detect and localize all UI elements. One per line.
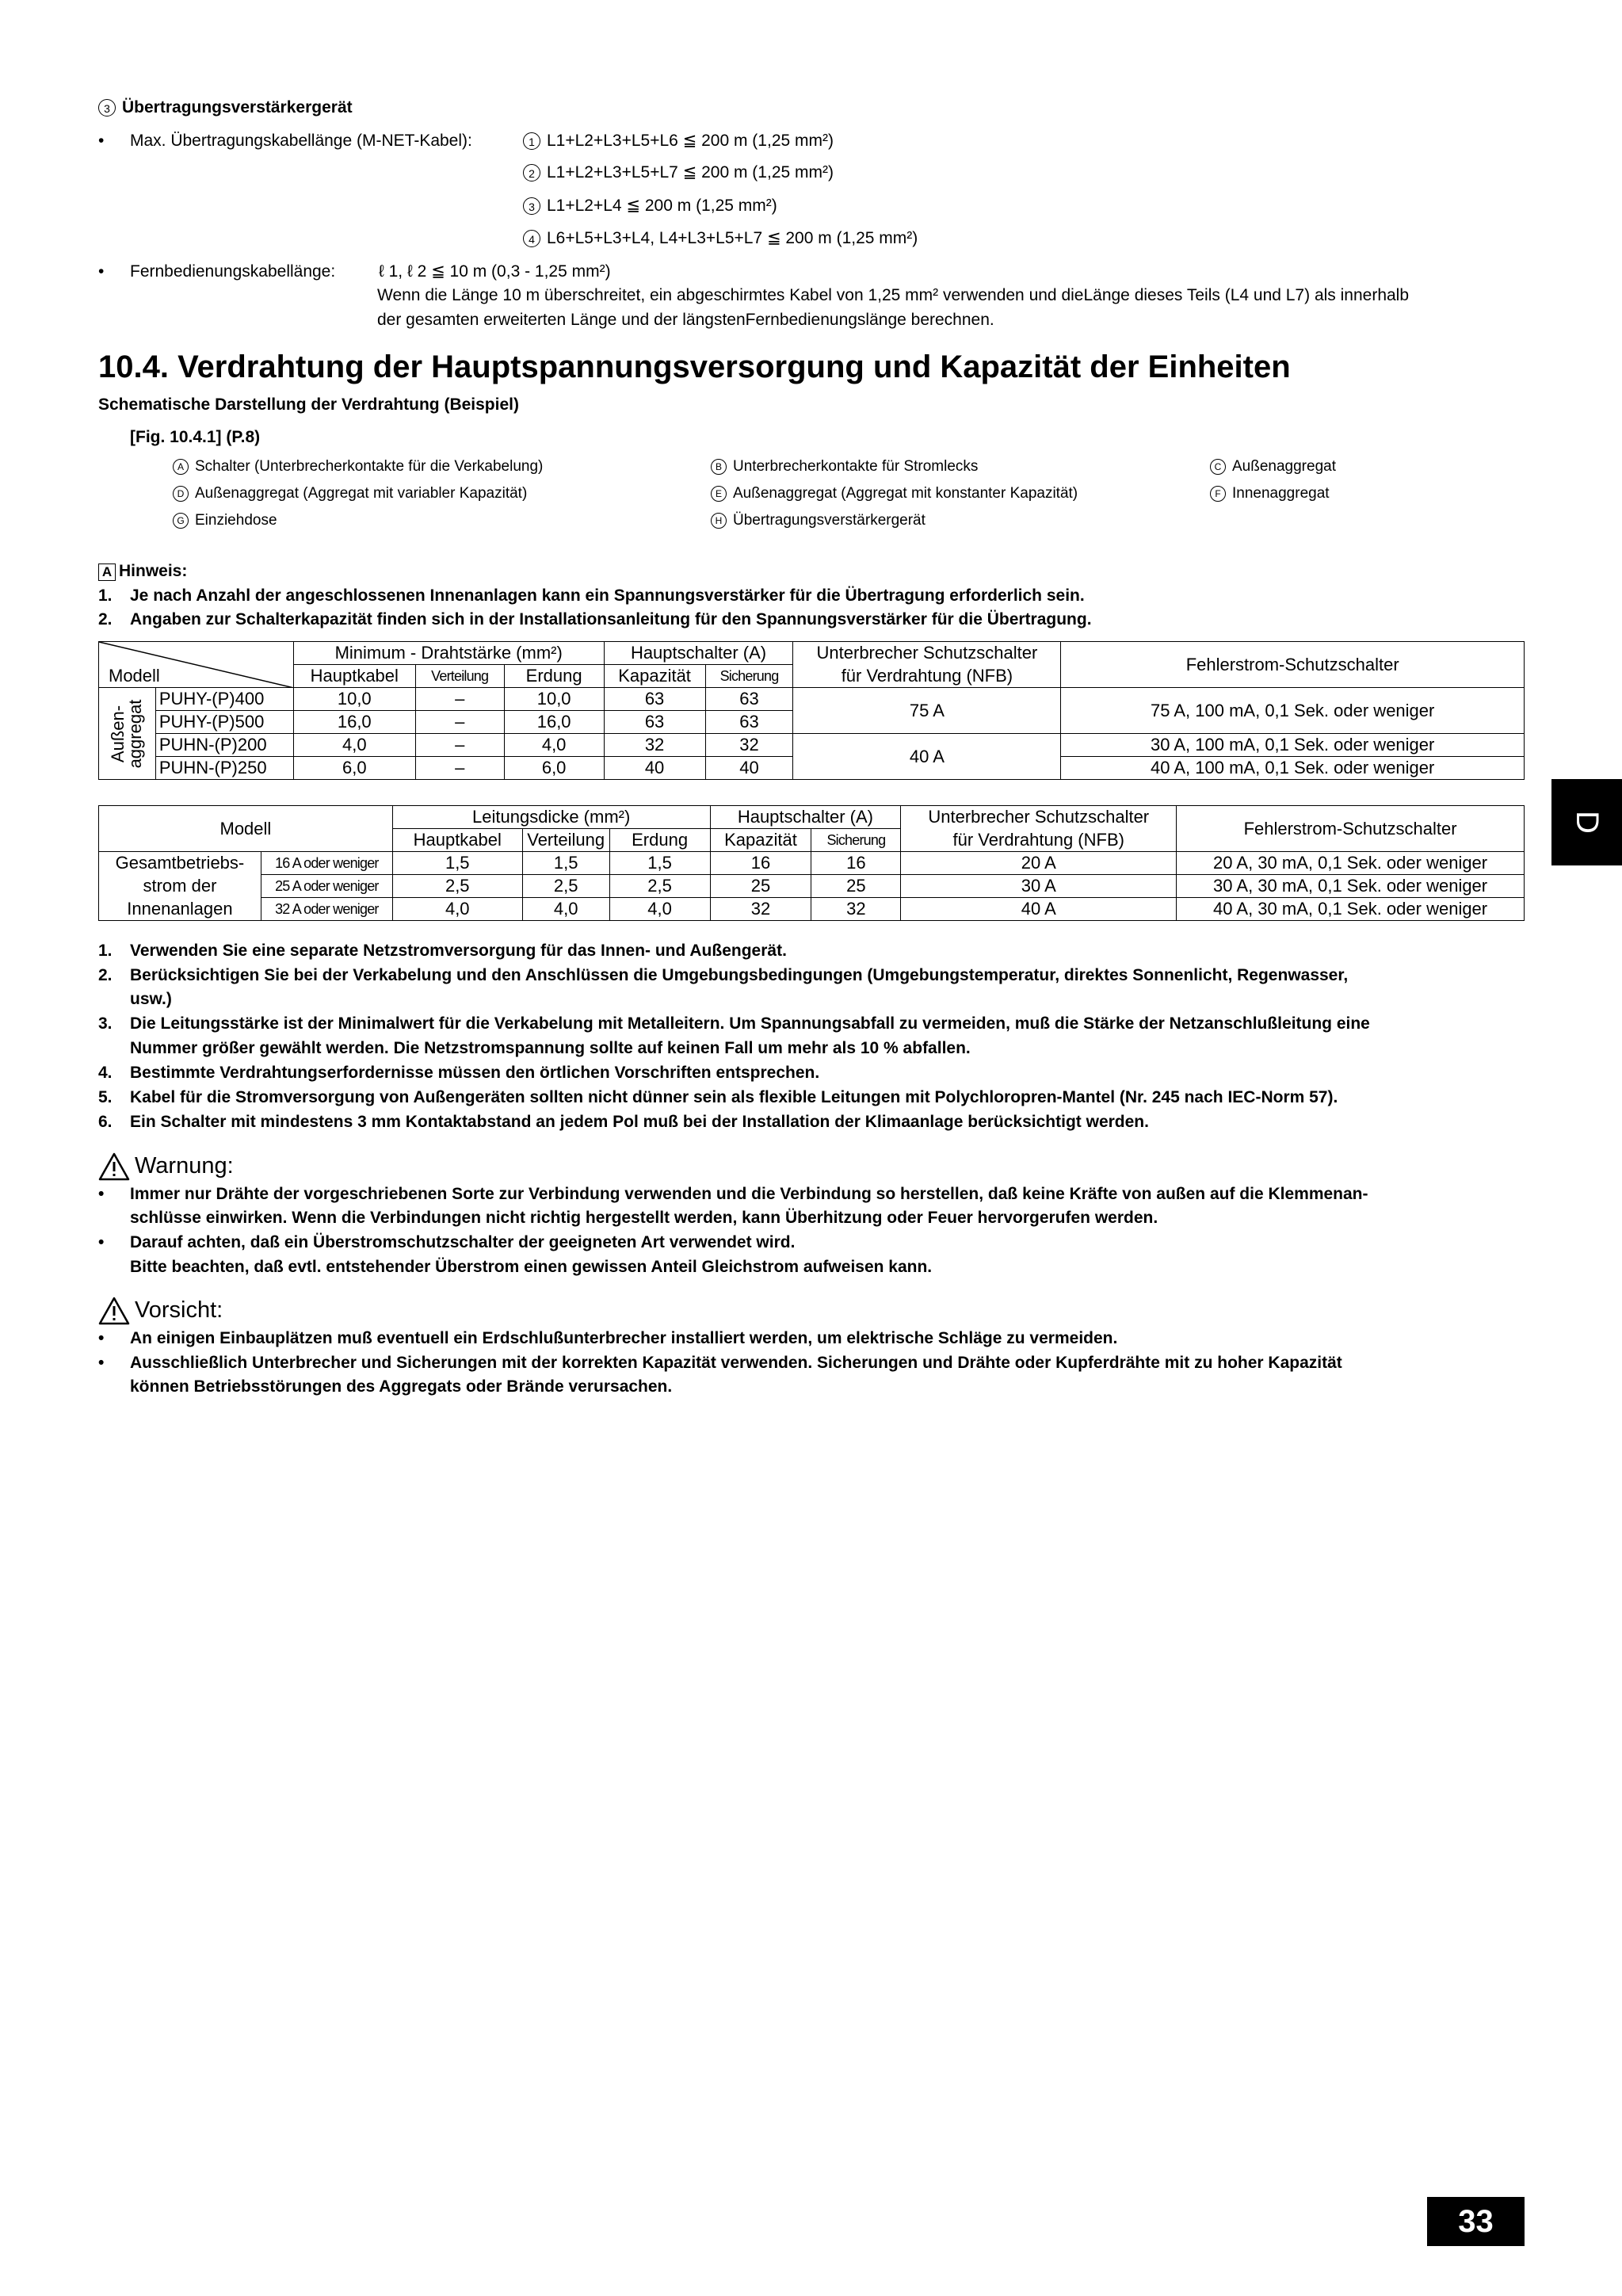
legend-text: Einziehdose [195,512,277,529]
hinweis-heading [98,560,187,583]
hinweis-num-1: 1. [98,586,113,605]
table-cell: 63 [705,688,793,711]
num-circle: 3 [523,197,540,215]
legend-text: Außenaggregat (Aggregat mit variabler Kapazität) [195,485,528,502]
note-text: Die Leitungsstärke ist der Minimalwert für die Verkabelung mit Metalleitern. Um Spannungsabfall zu vermeiden, muß die Stärke der Netzanschlußleitung eine [130,1014,1370,1033]
legend-item-d [173,484,527,503]
key-circle: H [711,513,727,529]
cable-line-3 [523,195,777,217]
modell-header: Modell [99,806,393,852]
section-title: 10.4. Verdrahtung der Hauptspannungsversorgung und Kapazität der Einheiten [98,350,1291,384]
table-cell: 10,0 [504,688,604,711]
note-text: Bestimmte Verdrahtungserfordernisse müssen den örtlichen Vorschriften entsprechen. [130,1064,820,1082]
table-cell: 40 A [901,898,1177,921]
legend-item-b [711,457,978,476]
sub-header: Sicherung [811,829,901,852]
table-cell: 10,0 [293,688,415,711]
cable-line-text: L1+L2+L3+L5+L7 ≦ 200 m (1,25 mm²) [547,163,834,181]
legend-text: Unterbrecherkontakte für Stromlecks [733,458,979,475]
table-cell: 25 [710,875,811,898]
bullet: • [98,262,105,281]
hinweis-num-2: 2. [98,610,113,628]
legend-item-g [173,511,277,530]
table-cell: 32 [811,898,901,921]
section-subtitle: Schematische Darstellung der Verdrahtung (Beispiel) [98,395,519,414]
bullet: • [98,1329,105,1347]
note-num: 1. [98,942,113,960]
table-cell: 16 [710,852,811,875]
sub-header: Erdung [504,665,604,688]
table-cell: 6,0 [504,757,604,780]
table-cell: 4,0 [504,734,604,757]
cable-line-2 [523,162,834,184]
table-cell: 1,5 [609,852,710,875]
note-text: Ein Schalter mit mindestens 3 mm Kontaktabstand an jedem Pol muß bei der Installation der Klimaanlage berücksichtigt werden. [130,1113,1149,1131]
sub-header: Verteilung [522,829,609,852]
note-num: 3. [98,1014,113,1033]
legend-text: Innenaggregat [1232,485,1330,502]
sub-header: Kapazität [710,829,811,852]
hinweis-title: Hinweis: [119,562,188,580]
num-circle: 3 [98,99,116,117]
note-text: Kabel für die Stromversorgung von Außengeräten sollten nicht dünner sein als flexible Leitungen mit Polychloropren-Mantel (Nr. 245 nach IEC-Norm 57). [130,1088,1338,1106]
table-cell: – [415,734,504,757]
table-cell: 25 [811,875,901,898]
table-cell: 63 [705,711,793,734]
warning-text: Bitte beachten, daß evtl. entstehender Überstrom einen gewissen Anteil Gleichstrom aufweisen kann. [130,1258,933,1276]
language-tab [1551,779,1622,865]
table-cell: PUHY-(P)400 [155,688,293,711]
sub-header: Erdung [609,829,710,852]
sub-header: Kapazität [604,665,705,688]
key-circle: G [173,513,189,529]
table-cell: 4,0 [392,898,522,921]
bullet: • [98,1233,105,1251]
cable-line-text: L6+L5+L3+L4, L4+L3+L5+L7 ≦ 200 m (1,25 mm²) [547,229,918,247]
legend-text: Übertragungsverstärkergerät [733,512,925,529]
note-num: 6. [98,1113,113,1131]
sub-header: Sicherung [705,665,793,688]
left-label: Gesamtbetriebs- [99,852,261,875]
group-label [109,699,144,768]
table-cell: – [415,688,504,711]
remote-value: ℓ 1, ℓ 2 ≦ 10 m (0,3 - 1,25 mm²) [379,262,611,281]
note-text: usw.) [130,990,172,1008]
table-cell: 63 [604,711,705,734]
bullet: • [98,132,105,150]
table-cell: 2,5 [392,875,522,898]
rcd-30-cell: 30 A, 100 mA, 0,1 Sek. oder weniger [1061,734,1525,757]
breaker-header-1: Unterbrecher Schutzschalter [901,806,1177,829]
table-cell: 32 [705,734,793,757]
legend-text: Außenaggregat [1232,458,1336,475]
bullet: • [98,1354,105,1372]
left-label: strom der [99,875,261,898]
table-cell: PUHN-(P)250 [155,757,293,780]
legend-text: Außenaggregat (Aggregat mit konstanter Kapazität) [733,485,1078,502]
breaker-header-2: für Verdrahtung (NFB) [793,665,1061,688]
table-cell: 16,0 [504,711,604,734]
table-cell: 1,5 [522,852,609,875]
note-num: 4. [98,1064,113,1082]
key-circle: F [1210,486,1226,502]
caution-title: Vorsicht: [135,1297,223,1323]
breaker-header-2: für Verdrahtung (NFB) [901,829,1177,852]
note-num: 2. [98,966,113,984]
main-switch-header: Hauptschalter (A) [604,642,793,665]
header-title-line [98,97,353,119]
breaker-header-1: Unterbrecher Schutzschalter [793,642,1061,665]
caution-text: An einigen Einbauplätzen muß eventuell ein Erdschlußunterbrecher installiert werden, um elektrische Schläge zu vermeiden. [130,1329,1118,1347]
table-cell: 2,5 [522,875,609,898]
table-cell: 40 A, 30 mA, 0,1 Sek. oder weniger [1177,898,1525,921]
hinweis-box: A [98,563,116,581]
legend-item-h [711,511,925,530]
caution-text: können Betriebsstörungen des Aggregats oder Brände verursachen. [130,1377,673,1396]
main-switch-header: Hauptschalter (A) [710,806,901,829]
table-cell: 1,5 [392,852,522,875]
table-cell: PUHY-(P)500 [155,711,293,734]
caution-triangle-icon [98,1297,130,1325]
table-cell: 4,0 [522,898,609,921]
table-cell: 16 [811,852,901,875]
key-circle: B [711,459,727,475]
table-cell: 32 [710,898,811,921]
key-circle: C [1210,459,1226,475]
legend-item-c [1210,457,1336,476]
table-cell: 30 A, 30 mA, 0,1 Sek. oder weniger [1177,875,1525,898]
page-number: 33 [1427,2197,1525,2246]
hinweis-text-2: Angaben zur Schalterkapazität finden sich in der Installationsanleitung für den Spannungsverstärker für die Übertragung. [130,610,1092,628]
table-cell: 32 [604,734,705,757]
warning-text: schlüsse einwirken. Wenn die Verbindungen nicht richtig hergestellt werden, kann Überhitzung oder Feuer hervorgerufen werden. [130,1209,1158,1227]
hinweis-text-1: Je nach Anzahl der angeschlossenen Innenanlagen kann ein Spannungsverstärker für die Übertragung erforderlich sein. [130,586,1085,605]
rcd-header: Fehlerstrom-Schutzschalter [1177,806,1525,852]
warning-text: Immer nur Drähte der vorgeschriebenen Sorte zur Verbindung verwenden und die Verbindung so herstellen, daß keine Kräfte von außen auf die Klemmenan- [130,1185,1368,1203]
nfb-75-cell: 75 A [793,688,1061,734]
group-label-line: aggregat [125,699,146,768]
note-text: Nummer größer gewählt werden. Die Netzstromspannung sollte auf keinen Fall um mehr als 10 % abfallen. [130,1039,971,1057]
cable-line-4 [523,227,918,250]
table-cell: 4,0 [293,734,415,757]
cable-line-1 [523,130,834,152]
warning-title: Warnung: [135,1153,234,1179]
table-cell: – [415,757,504,780]
table-cell: 4,0 [609,898,710,921]
remote-label: Fernbedienungskabellänge: [130,262,336,281]
table-cell: 63 [604,688,705,711]
table-cell: 25 A oder weniger [261,875,392,898]
table-cell: 32 A oder weniger [261,898,392,921]
num-circle: 2 [523,164,540,181]
note-text: Verwenden Sie eine separate Netzstromversorgung für das Innen- und Außengerät. [130,942,787,960]
bullet: • [98,1185,105,1203]
num-circle: 4 [523,230,540,247]
remote-note-1: Wenn die Länge 10 m überschreitet, ein abgeschirmtes Kabel von 1,25 mm² verwenden und dieLänge dieses Teils (L4 und L7) als innerhalb [377,286,1410,304]
modell-header-cell [99,642,294,688]
language-tab-label: D [1569,811,1605,834]
nfb-40-cell: 40 A [793,734,1061,780]
table-cell: – [415,711,504,734]
key-circle: A [173,459,189,475]
left-label: Innenanlagen [99,898,261,921]
key-circle: D [173,486,189,502]
table-cell: 20 A [901,852,1177,875]
rcd-75-cell: 75 A, 100 mA, 0,1 Sek. oder weniger [1061,688,1525,734]
caution-text: Ausschließlich Unterbrecher und Sicherungen mit der korrekten Kapazität verwenden. Sicherungen und Drähte oder Kupferdrähte mit zu hoher Kapazität [130,1354,1342,1372]
note-num: 5. [98,1088,113,1106]
warning-heading [98,1152,234,1181]
key-circle: E [711,486,727,502]
table-indoor-current [98,805,1525,921]
table-cell: 16,0 [293,711,415,734]
sub-header: Verteilung [415,665,504,688]
cable-line-text: L1+L2+L4 ≦ 200 m (1,25 mm²) [547,197,777,215]
legend-item-f [1210,484,1330,503]
wire-header: Leitungsdicke (mm²) [392,806,710,829]
caution-heading [98,1297,223,1325]
cable-label: Max. Übertragungskabellänge (M-NET-Kabel): [130,132,472,150]
remote-note-2: der gesamten erweiterten Länge und der längstenFernbedienungslänge berechnen. [377,311,994,329]
note-text: Berücksichtigen Sie bei der Verkabelung und den Anschlüssen die Umgebungsbedingungen (Umgebungstemperatur, direktes Sonnenlicht, Regenwasser, [130,966,1349,984]
table-cell: 6,0 [293,757,415,780]
legend-item-a [173,457,543,476]
warning-triangle-icon [98,1152,130,1181]
header-title: Übertragungsverstärkergerät [122,98,353,117]
min-wire-header: Minimum - Drahtstärke (mm²) [293,642,604,665]
table-cell: 40 [604,757,705,780]
sub-header: Hauptkabel [293,665,415,688]
modell-label: Modell [109,666,160,686]
table-cell: 2,5 [609,875,710,898]
table-cell: PUHN-(P)200 [155,734,293,757]
rcd-header: Fehlerstrom-Schutzschalter [1061,642,1525,688]
legend-item-e [711,484,1078,503]
rcd-40-cell: 40 A, 100 mA, 0,1 Sek. oder weniger [1061,757,1525,780]
warning-text: Darauf achten, daß ein Überstromschutzschalter der geeigneten Art verwendet wird. [130,1233,796,1251]
sub-header: Hauptkabel [392,829,522,852]
cable-line-text: L1+L2+L3+L5+L6 ≦ 200 m (1,25 mm²) [547,132,834,150]
table-cell: 16 A oder weniger [261,852,392,875]
num-circle: 1 [523,132,540,150]
legend-text: Schalter (Unterbrecherkontakte für die Verkabelung) [195,458,544,475]
group-label-line: Außen- [108,705,128,762]
table-cell: 30 A [901,875,1177,898]
table-cell: 20 A, 30 mA, 0,1 Sek. oder weniger [1177,852,1525,875]
table-outdoor-units [98,641,1525,780]
table-cell: 40 [705,757,793,780]
group-label-cell [99,688,156,780]
fig-ref: [Fig. 10.4.1] (P.8) [130,428,261,446]
